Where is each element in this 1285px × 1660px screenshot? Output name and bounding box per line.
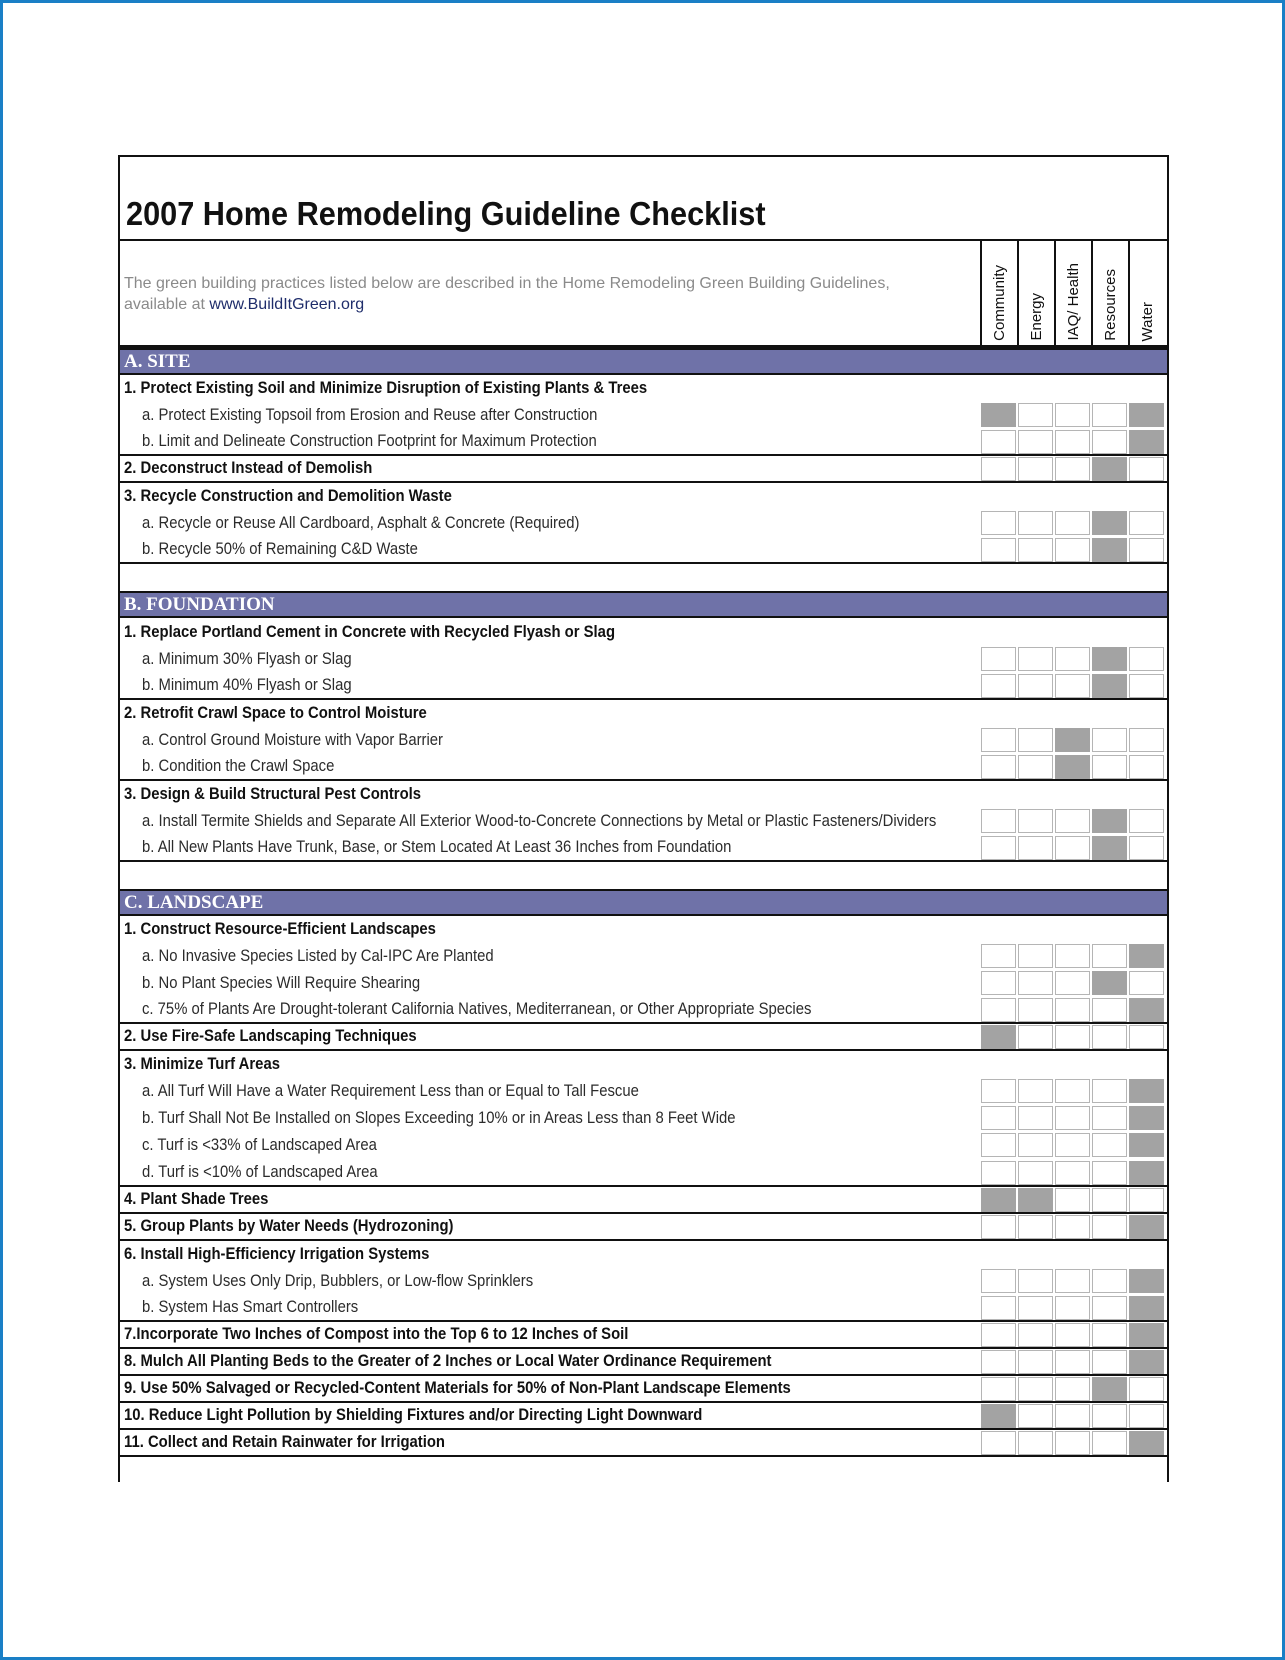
checkbox-iaq-health[interactable] (1055, 1106, 1090, 1130)
checkbox-energy[interactable] (1018, 728, 1053, 752)
checkbox-resources[interactable] (1092, 755, 1127, 779)
checkbox-community[interactable] (981, 403, 1016, 427)
checklist-subitem (120, 510, 1167, 537)
item-label: 6. Install High-Efficiency Irrigation Systems (124, 1244, 430, 1263)
checklist-item (120, 456, 1167, 483)
checkbox-resources[interactable] (1092, 944, 1127, 968)
checkbox-energy[interactable] (1018, 1296, 1053, 1320)
item-label: a. Install Termite Shields and Separate All Exterior Wood-to-Concrete Connections by Metal or Plastic Fasteners/Dividers (142, 811, 937, 830)
item-label: b. Minimum 40% Flyash or Slag (142, 675, 352, 694)
checkbox-resources[interactable] (1092, 1215, 1127, 1239)
checkbox-resources[interactable] (1092, 511, 1127, 535)
checkbox-water[interactable] (1129, 944, 1164, 968)
checkbox-energy[interactable] (1018, 1431, 1053, 1455)
checklist-subitem (120, 727, 1167, 754)
checkbox-resources[interactable] (1092, 836, 1127, 860)
checkbox-water[interactable] (1129, 1106, 1164, 1130)
checkbox-resources[interactable] (1092, 1350, 1127, 1374)
checkbox-iaq-health[interactable] (1055, 1377, 1090, 1401)
checklist-item (120, 1403, 1167, 1430)
checkbox-energy[interactable] (1018, 1350, 1053, 1374)
checkbox-energy[interactable] (1018, 1215, 1053, 1239)
checkbox-energy[interactable] (1018, 809, 1053, 833)
section-header (120, 889, 1167, 916)
checklist-item (120, 1322, 1167, 1349)
checkbox-energy[interactable] (1018, 998, 1053, 1022)
checkbox-iaq-health[interactable] (1055, 944, 1090, 968)
checkbox-energy[interactable] (1018, 1133, 1053, 1157)
column-header-resources (1091, 241, 1128, 345)
column-header-water (1128, 241, 1167, 345)
item-label: b. Turf Shall Not Be Installed on Slopes Exceeding 10% or in Areas Less than 8 Feet Wide (142, 1109, 736, 1128)
column-label: Resources (1102, 269, 1119, 341)
item-label: 1. Protect Existing Soil and Minimize Disruption of Existing Plants & Trees (124, 379, 648, 398)
checklist-subitem (120, 1132, 1167, 1159)
checkbox-water[interactable] (1129, 1350, 1164, 1374)
checklist-item (120, 619, 1167, 646)
checkbox-resources[interactable] (1092, 998, 1127, 1022)
checkbox-energy[interactable] (1018, 538, 1053, 562)
checkbox-resources[interactable] (1092, 647, 1127, 671)
checkbox-iaq-health[interactable] (1055, 457, 1090, 481)
spacer-row (120, 862, 1167, 889)
column-label: IAQ/ Health (1065, 263, 1082, 341)
checkbox-community[interactable] (981, 1350, 1016, 1374)
item-label: c. Turf is <33% of Landscaped Area (142, 1136, 377, 1155)
checklist-subitem (120, 1295, 1167, 1322)
checkbox-water[interactable] (1129, 457, 1164, 481)
checkbox-energy[interactable] (1018, 836, 1053, 860)
checkbox-water[interactable] (1129, 755, 1164, 779)
checkbox-iaq-health[interactable] (1055, 755, 1090, 779)
checkbox-community[interactable] (981, 944, 1016, 968)
checkbox-community[interactable] (981, 1296, 1016, 1320)
item-label: b. System Has Smart Controllers (142, 1297, 359, 1316)
item-label: b. Recycle 50% of Remaining C&D Waste (142, 540, 418, 559)
checkbox-community[interactable] (981, 1133, 1016, 1157)
checklist-subitem (120, 970, 1167, 997)
checkbox-community[interactable] (981, 1431, 1016, 1455)
checkbox-community[interactable] (981, 998, 1016, 1022)
checklist-subitem (120, 1160, 1167, 1187)
checkbox-iaq-health[interactable] (1055, 1188, 1090, 1212)
checkbox-resources[interactable] (1092, 1161, 1127, 1185)
checkbox-water[interactable] (1129, 647, 1164, 671)
item-label: b. Limit and Delineate Construction Footprint for Maximum Protection (142, 432, 597, 451)
checkbox-community[interactable] (981, 647, 1016, 671)
section-title: C. LANDSCAPE (124, 891, 264, 913)
checkbox-iaq-health[interactable] (1055, 430, 1090, 454)
item-label: 7.Incorporate Two Inches of Compost into the Top 6 to 12 Inches of Soil (124, 1324, 629, 1343)
checkbox-community[interactable] (981, 1269, 1016, 1293)
checkbox-resources[interactable] (1092, 674, 1127, 698)
checkbox-energy[interactable] (1018, 1079, 1053, 1103)
checkbox-iaq-health[interactable] (1055, 1323, 1090, 1347)
checkbox-energy[interactable] (1018, 1323, 1053, 1347)
checkbox-energy[interactable] (1018, 944, 1053, 968)
item-label: b. Condition the Crawl Space (142, 756, 335, 775)
checkbox-resources[interactable] (1092, 1106, 1127, 1130)
checkbox-water[interactable] (1129, 1323, 1164, 1347)
checklist-item (120, 916, 1167, 943)
checkbox-energy[interactable] (1018, 674, 1053, 698)
checkbox-energy[interactable] (1018, 430, 1053, 454)
item-label: 3. Design & Build Structural Pest Controls (124, 784, 422, 803)
checklist-item (120, 483, 1167, 510)
column-label: Water (1139, 301, 1156, 341)
checkbox-community[interactable] (981, 457, 1016, 481)
checkbox-iaq-health[interactable] (1055, 647, 1090, 671)
checkbox-community[interactable] (981, 1188, 1016, 1212)
checklist-item (120, 375, 1167, 402)
checklist-item (120, 781, 1167, 808)
checkbox-community[interactable] (981, 971, 1016, 995)
checkbox-resources[interactable] (1092, 457, 1127, 481)
column-label: Community (991, 265, 1008, 341)
checkbox-water[interactable] (1129, 1215, 1164, 1239)
item-label: b. No Plant Species Will Require Shearing (142, 974, 421, 993)
checkbox-iaq-health[interactable] (1055, 674, 1090, 698)
checkbox-iaq-health[interactable] (1055, 1404, 1090, 1428)
checkbox-iaq-health[interactable] (1055, 1269, 1090, 1293)
checkbox-water[interactable] (1129, 1431, 1164, 1455)
checklist-subitem (120, 429, 1167, 456)
checkbox-resources[interactable] (1092, 1188, 1127, 1212)
checkbox-resources[interactable] (1092, 1025, 1127, 1049)
checkbox-water[interactable] (1129, 1161, 1164, 1185)
item-label: a. Recycle or Reuse All Cardboard, Asphalt & Concrete (Required) (142, 514, 580, 533)
checkbox-resources[interactable] (1092, 1269, 1127, 1293)
checkbox-energy[interactable] (1018, 457, 1053, 481)
checkbox-water[interactable] (1129, 836, 1164, 860)
item-label: 2. Use Fire-Safe Landscaping Techniques (124, 1027, 417, 1046)
checkbox-water[interactable] (1129, 1133, 1164, 1157)
item-label: 2. Deconstruct Instead of Demolish (124, 459, 373, 478)
checkbox-resources[interactable] (1092, 1133, 1127, 1157)
intro-prefix: available at (124, 296, 210, 313)
item-label: 3. Recycle Construction and Demolition Waste (124, 487, 452, 506)
checkbox-community[interactable] (981, 1025, 1016, 1049)
checklist-item (120, 1187, 1167, 1214)
checklist-subitem (120, 537, 1167, 564)
checkbox-water[interactable] (1129, 1269, 1164, 1293)
checkbox-energy[interactable] (1018, 1404, 1053, 1428)
intro-line-2 (124, 294, 984, 315)
checkbox-water[interactable] (1129, 728, 1164, 752)
checkbox-community[interactable] (981, 1161, 1016, 1185)
checkbox-iaq-health[interactable] (1055, 1215, 1090, 1239)
checkbox-community[interactable] (981, 1079, 1016, 1103)
section-header (120, 348, 1167, 375)
checkbox-iaq-health[interactable] (1055, 1079, 1090, 1103)
checklist-subitem (120, 754, 1167, 781)
checkbox-energy[interactable] (1018, 511, 1053, 535)
checkbox-resources[interactable] (1092, 809, 1127, 833)
item-label: 2. Retrofit Crawl Space to Control Moisture (124, 703, 427, 722)
column-label: Energy (1028, 293, 1045, 341)
checkbox-iaq-health[interactable] (1055, 511, 1090, 535)
checkbox-community[interactable] (981, 728, 1016, 752)
checkbox-resources[interactable] (1092, 1079, 1127, 1103)
checkbox-water[interactable] (1129, 1296, 1164, 1320)
checkbox-energy[interactable] (1018, 403, 1053, 427)
checklist-item (120, 1376, 1167, 1403)
checkbox-iaq-health[interactable] (1055, 538, 1090, 562)
spacer-row (120, 564, 1167, 591)
checkbox-community[interactable] (981, 1323, 1016, 1347)
section-header (120, 591, 1167, 618)
checkbox-iaq-health[interactable] (1055, 1133, 1090, 1157)
checkbox-community[interactable] (981, 430, 1016, 454)
checklist-item (120, 1051, 1167, 1078)
checklist-item (120, 1024, 1167, 1051)
item-label: b. All New Plants Have Trunk, Base, or Stem Located At Least 36 Inches from Foundation (142, 837, 732, 856)
checkbox-iaq-health[interactable] (1055, 998, 1090, 1022)
item-label: a. All Turf Will Have a Water Requirement Less than or Equal to Tall Fescue (142, 1082, 639, 1101)
checkbox-water[interactable] (1129, 971, 1164, 995)
checkbox-water[interactable] (1129, 511, 1164, 535)
checkbox-iaq-health[interactable] (1055, 809, 1090, 833)
checkbox-iaq-health[interactable] (1055, 1350, 1090, 1374)
checkbox-community[interactable] (981, 1106, 1016, 1130)
checklist-subitem (120, 943, 1167, 970)
intro-line-1: The green building practices listed below are described in the Home Remodeling Green Building Guidelines, (124, 275, 890, 292)
checkbox-energy[interactable] (1018, 1025, 1053, 1049)
checklist-subitem (120, 402, 1167, 429)
column-header-energy (1017, 241, 1054, 345)
item-label: a. Minimum 30% Flyash or Slag (142, 649, 352, 668)
item-label: 4. Plant Shade Trees (124, 1189, 269, 1208)
item-label: c. 75% of Plants Are Drought-tolerant California Natives, Mediterranean, or Other Appropriate Species (142, 1000, 812, 1019)
checkbox-water[interactable] (1129, 1025, 1164, 1049)
checkbox-water[interactable] (1129, 1188, 1164, 1212)
checklist-subitem (120, 1105, 1167, 1132)
checkbox-energy[interactable] (1018, 971, 1053, 995)
checkbox-iaq-health[interactable] (1055, 1161, 1090, 1185)
checklist-sheet (118, 155, 1169, 1482)
checkbox-iaq-health[interactable] (1055, 1296, 1090, 1320)
checkbox-water[interactable] (1129, 674, 1164, 698)
item-label: 1. Replace Portland Cement in Concrete with Recycled Flyash or Slag (124, 622, 616, 641)
item-label: 10. Reduce Light Pollution by Shielding Fixtures and/or Directing Light Downward (124, 1405, 703, 1424)
item-label: 9. Use 50% Salvaged or Recycled-Content Materials for 50% of Non-Plant Landscape Elements (124, 1378, 791, 1397)
checklist-subitem (120, 1268, 1167, 1295)
checkbox-water[interactable] (1129, 538, 1164, 562)
item-label: 5. Group Plants by Water Needs (Hydrozoning) (124, 1216, 454, 1235)
checkbox-resources[interactable] (1092, 1404, 1127, 1428)
section-title: B. FOUNDATION (124, 593, 275, 615)
checkbox-resources[interactable] (1092, 1323, 1127, 1347)
checklist-subitem (120, 835, 1167, 862)
checklist-subitem (120, 1078, 1167, 1105)
checkbox-iaq-health[interactable] (1055, 728, 1090, 752)
item-label: a. No Invasive Species Listed by Cal-IPC Are Planted (142, 947, 494, 966)
item-label: a. Control Ground Moisture with Vapor Barrier (142, 730, 443, 749)
checkbox-energy[interactable] (1018, 1161, 1053, 1185)
column-header-iaq-health (1054, 241, 1091, 345)
checkbox-resources[interactable] (1092, 1431, 1127, 1455)
checkbox-water[interactable] (1129, 809, 1164, 833)
checkbox-water[interactable] (1129, 1404, 1164, 1428)
intro-text (124, 273, 984, 315)
checkbox-resources[interactable] (1092, 430, 1127, 454)
checkbox-resources[interactable] (1092, 1296, 1127, 1320)
item-label: a. System Uses Only Drip, Bubblers, or Low-flow Sprinklers (142, 1271, 534, 1290)
checkbox-resources[interactable] (1092, 971, 1127, 995)
checkbox-community[interactable] (981, 511, 1016, 535)
checkbox-iaq-health[interactable] (1055, 1431, 1090, 1455)
checkbox-energy[interactable] (1018, 1188, 1053, 1212)
checklist-item (120, 1349, 1167, 1376)
item-label: 3. Minimize Turf Areas (124, 1055, 280, 1074)
page-title: 2007 Home Remodeling Guideline Checklist (126, 195, 766, 232)
checkbox-water[interactable] (1129, 430, 1164, 454)
checkbox-community[interactable] (981, 1377, 1016, 1401)
column-header-community (980, 241, 1017, 345)
checkbox-resources[interactable] (1092, 403, 1127, 427)
checkbox-iaq-health[interactable] (1055, 1025, 1090, 1049)
checklist-subitem (120, 646, 1167, 673)
checklist-subitem (120, 673, 1167, 700)
section-title: A. SITE (124, 350, 191, 372)
checkbox-water[interactable] (1129, 1079, 1164, 1103)
checkbox-community[interactable] (981, 755, 1016, 779)
checkbox-community[interactable] (981, 538, 1016, 562)
checklist-subitem (120, 808, 1167, 835)
website-link[interactable]: www.BuildItGreen.org (209, 296, 365, 313)
item-label: 11. Collect and Retain Rainwater for Irrigation (124, 1433, 446, 1452)
checkbox-energy[interactable] (1018, 647, 1053, 671)
checkbox-water[interactable] (1129, 1377, 1164, 1401)
checkbox-energy[interactable] (1018, 1269, 1053, 1293)
checklist-item (120, 1241, 1167, 1268)
item-label: d. Turf is <10% of Landscaped Area (142, 1162, 378, 1181)
checkbox-energy[interactable] (1018, 1106, 1053, 1130)
checkbox-iaq-health[interactable] (1055, 971, 1090, 995)
checkbox-community[interactable] (981, 674, 1016, 698)
checkbox-energy[interactable] (1018, 1377, 1053, 1401)
checkbox-iaq-health[interactable] (1055, 836, 1090, 860)
checkbox-community[interactable] (981, 809, 1016, 833)
checkbox-water[interactable] (1129, 403, 1164, 427)
checkbox-resources[interactable] (1092, 538, 1127, 562)
item-label: a. Protect Existing Topsoil from Erosion and Reuse after Construction (142, 406, 598, 425)
checkbox-iaq-health[interactable] (1055, 403, 1090, 427)
checklist-item (120, 700, 1167, 727)
item-label: 8. Mulch All Planting Beds to the Greater of 2 Inches or Local Water Ordinance Requirement (124, 1351, 772, 1370)
checkbox-community[interactable] (981, 1404, 1016, 1428)
checkbox-community[interactable] (981, 836, 1016, 860)
checklist-item (120, 1214, 1167, 1241)
checklist-item (120, 1430, 1167, 1457)
checklist-subitem (120, 997, 1167, 1024)
checkbox-resources[interactable] (1092, 1377, 1127, 1401)
checkbox-water[interactable] (1129, 998, 1164, 1022)
item-label: 1. Construct Resource-Efficient Landscapes (124, 920, 436, 939)
checkbox-energy[interactable] (1018, 755, 1053, 779)
checkbox-community[interactable] (981, 1215, 1016, 1239)
checkbox-resources[interactable] (1092, 728, 1127, 752)
